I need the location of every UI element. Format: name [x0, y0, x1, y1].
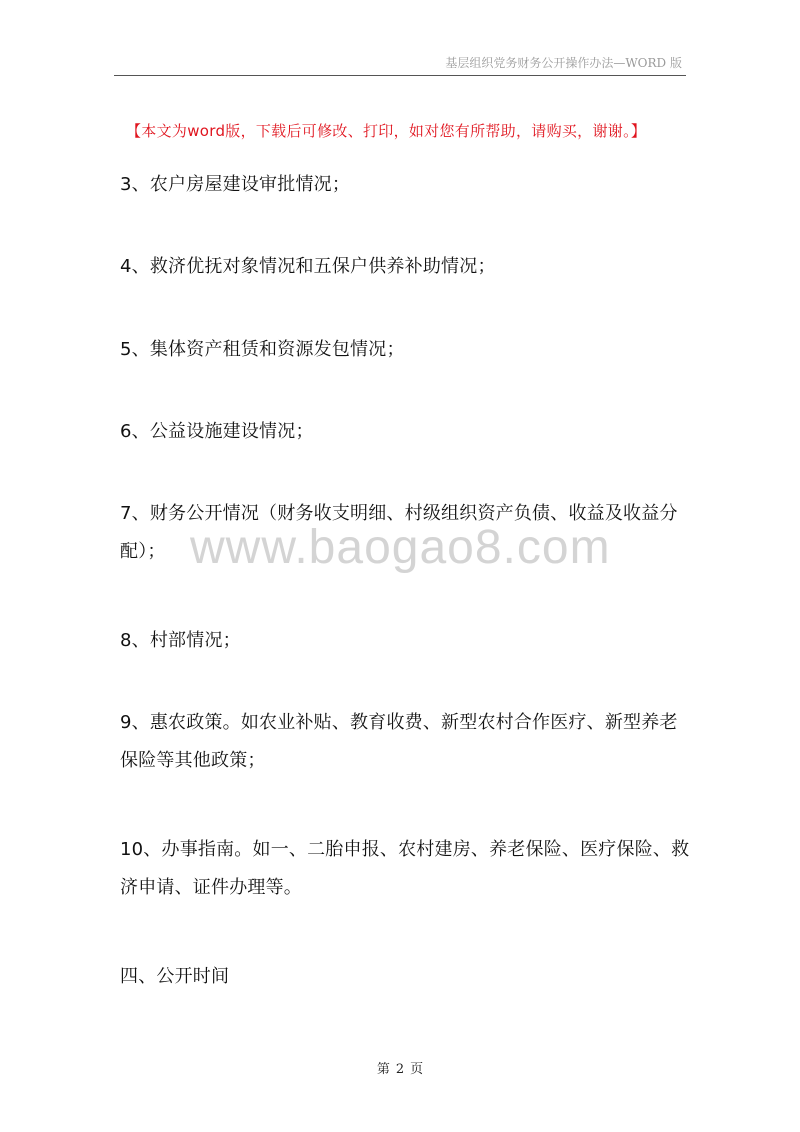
download-notice: 【本文为word版，下载后可修改、打印，如对您有所帮助，请购买，谢谢。】	[126, 122, 647, 140]
list-item: 7、财务公开情况（财务收支明细、村级组织资产负债、收益及收益分配）；	[120, 503, 678, 562]
section-heading: 四、公开时间	[120, 966, 230, 987]
document-header-title: 基层组织党务财务公开操作办法—WORD 版	[445, 56, 682, 70]
list-item: 5、集体资产租赁和资源发包情况；	[120, 339, 405, 360]
list-item: 6、公益设施建设情况；	[120, 421, 314, 442]
header-divider	[114, 75, 686, 76]
list-item: 8、村部情况；	[120, 630, 241, 651]
page-number-prefix: 第	[376, 1062, 390, 1077]
page-number-value: 2	[395, 1062, 405, 1077]
page-number-suffix: 页	[410, 1062, 424, 1077]
watermark: www.baogao8.com	[190, 521, 611, 574]
list-item: 4、救济优抚对象情况和五保户供养补助情况；	[120, 256, 496, 277]
page-number	[0, 1058, 800, 1077]
list-item: 10、办事指南。如一、二胎申报、农村建房、养老保险、医疗保险、救济申请、证件办理等。	[120, 839, 690, 898]
list-item: 3、农户房屋建设审批情况；	[120, 174, 351, 195]
list-item: 9、惠农政策。如农业补贴、教育收费、新型农村合作医疗、新型养老保险等其他政策；	[120, 712, 678, 771]
